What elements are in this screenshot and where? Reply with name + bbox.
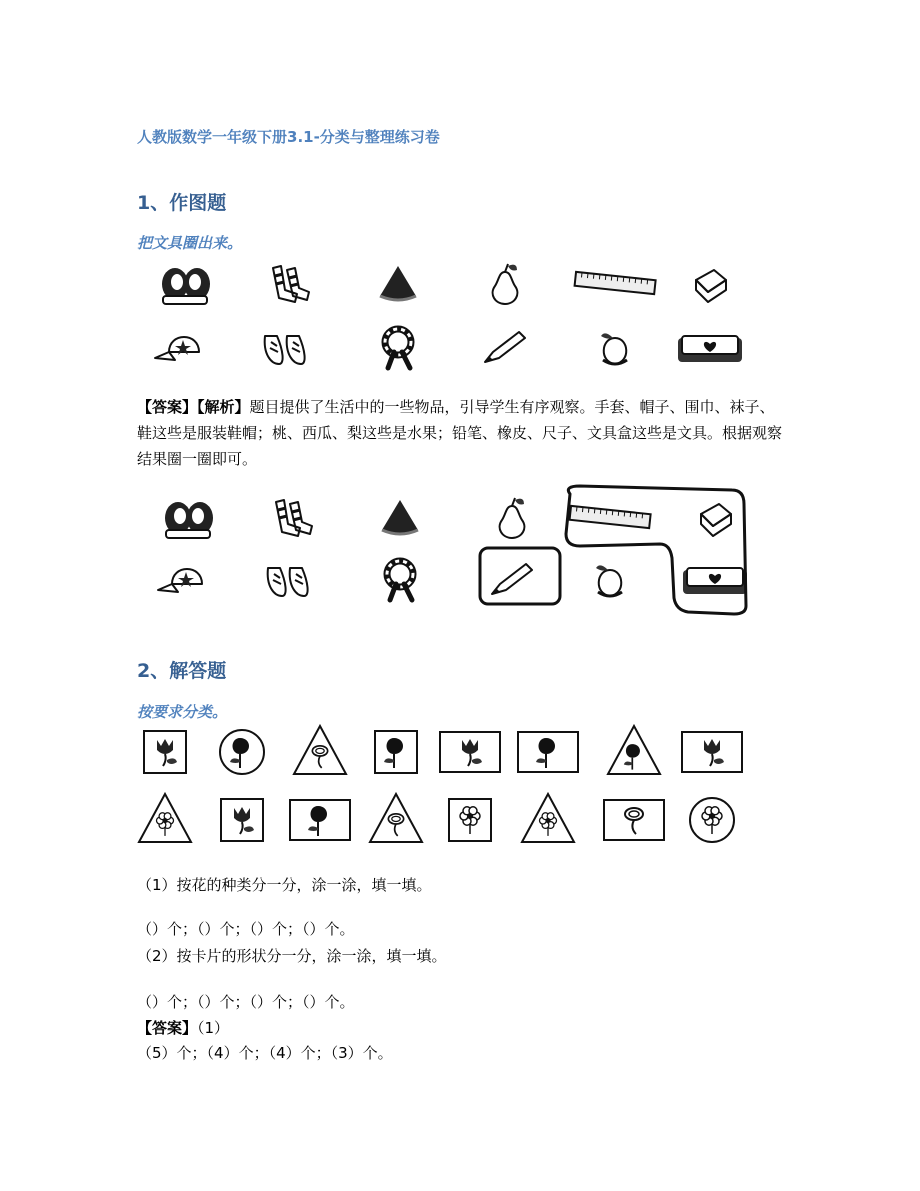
ruler-icon <box>570 506 651 528</box>
q2-flower-cards <box>130 722 760 852</box>
flower-card-row1-6 <box>518 732 578 772</box>
peach-icon <box>601 333 627 364</box>
flower-card-row1-7 <box>608 726 660 774</box>
ruler-icon <box>575 272 656 294</box>
flower-card-row1-3 <box>294 726 346 774</box>
flower-card-row2-4 <box>370 794 422 842</box>
q2-answer-row <box>137 1017 229 1038</box>
pencil-icon <box>485 332 525 362</box>
part1-label: （1）按花的种类分一分，涂一涂，填一填。 <box>137 876 432 894</box>
cap-icon <box>155 337 199 360</box>
answer-label: 【答案】 <box>137 398 198 416</box>
flower-card-row2-8 <box>690 798 734 842</box>
q1-items-picture <box>130 252 780 382</box>
q2-answer-line: （5）个；（4）个；（4）个；（3）个。 <box>137 1044 393 1062</box>
scarf-icon <box>385 329 411 368</box>
socks-icon <box>273 266 309 302</box>
pencil-icon <box>492 564 532 594</box>
flower-card-row1-5 <box>440 732 500 772</box>
flower-card-row2-6 <box>522 794 574 842</box>
analysis-label: 【解析】 <box>197 398 250 416</box>
document-title: 人教版数学一年级下册3.1-分类与整理练习卷 <box>137 128 440 146</box>
eraser-icon <box>696 270 726 302</box>
part1-blanks: （）个；（）个；（）个；（）个。 <box>137 920 355 938</box>
pencil-case-icon <box>683 568 747 594</box>
q1-answer-paragraph <box>137 394 787 472</box>
watermelon-icon <box>382 500 418 534</box>
flower-card-row2-7 <box>604 800 664 840</box>
flower-card-row1-1 <box>144 731 186 773</box>
cap-icon <box>158 569 202 592</box>
flower-card-row2-2 <box>221 799 263 841</box>
gloves-icon <box>162 268 210 304</box>
flower-card-row1-2 <box>220 730 264 774</box>
pencil-case-icon <box>678 336 742 362</box>
flower-card-row2-5 <box>449 799 491 841</box>
flower-card-row1-4 <box>375 731 417 773</box>
socks-icon <box>276 500 312 536</box>
peach-icon <box>596 565 622 596</box>
pear-icon <box>493 264 518 304</box>
part2-label: （2）按卡片的形状分一分，涂一涂，填一填。 <box>137 947 447 965</box>
gloves-icon <box>165 502 213 538</box>
scarf-icon <box>387 561 413 600</box>
answer-label: 【答案】 <box>137 1019 198 1037</box>
shoes-icon <box>268 568 308 596</box>
answer-circle-pencil <box>480 548 560 604</box>
part2-blanks: （）个；（）个；（）个；（）个。 <box>137 993 355 1011</box>
section-heading-2: 2、解答题 <box>137 660 227 682</box>
pear-icon <box>500 498 525 538</box>
section-heading-1: 1、作图题 <box>137 192 227 214</box>
analysis-text: 题目提供了生活中的一些物品，引导学生有序观察。手套、帽子、围巾、袜子、鞋这些是服装鞋帽；桃、西瓜、梨这些是水果；铅笔、橡皮、尺子、文具盒这些是文具。根据观察结果圈一圈即可。 <box>137 398 783 468</box>
answer-part-label: （1） <box>197 1019 230 1037</box>
question-prompt-2: 按要求分类。 <box>137 703 228 721</box>
q1-answer-picture <box>140 482 760 618</box>
question-prompt-1: 把文具圈出来。 <box>137 234 243 252</box>
flower-card-row2-1 <box>139 794 191 842</box>
flower-card-row1-8 <box>682 732 742 772</box>
shoes-icon <box>265 336 305 364</box>
flower-card-row2-3 <box>290 800 350 840</box>
eraser-icon <box>701 504 731 536</box>
watermelon-icon <box>380 266 416 300</box>
